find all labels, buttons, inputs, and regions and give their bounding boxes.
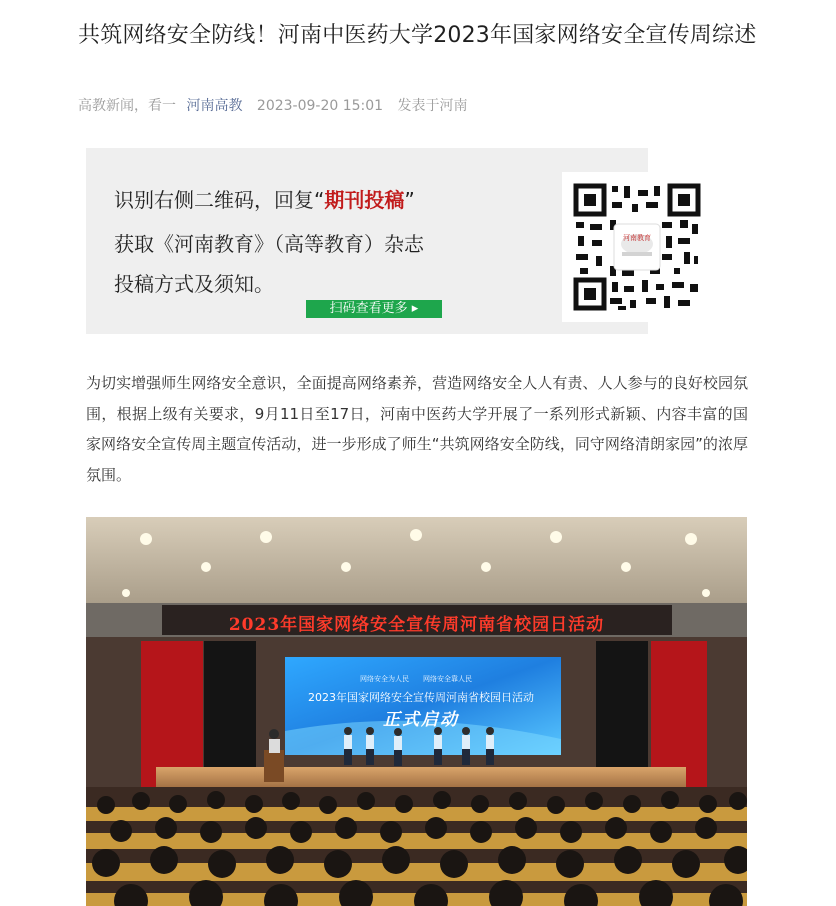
article-meta xyxy=(78,95,468,115)
screen-launch-text: 正式启动 xyxy=(383,710,459,730)
stage-banner-text: 2023年国家网络安全宣传周河南省校园日活动 xyxy=(228,615,605,635)
promo-line-2: 获取《河南教育》（高等教育）杂志 xyxy=(114,232,424,256)
screen-slogan: 网络安全为人民 网络安全靠人民 xyxy=(360,675,472,683)
promo-highlight: 期刊投稿 xyxy=(324,188,405,212)
qr-code-icon[interactable] xyxy=(562,172,712,322)
meta-source: 高教新闻，看一 xyxy=(78,98,176,114)
scan-more-button[interactable]: 扫码查看更多 ▸ xyxy=(306,300,442,318)
svg-text:河南教育: 河南教育 xyxy=(623,234,651,242)
promo-banner[interactable] xyxy=(86,148,651,334)
article-paragraph: 为切实增强师生网络安全意识，全面提高网络素养，营造网络安全人人有责、人人参与的良好校园氛围，根据上级有关要求，9月11日至17日，河南中医药大学开展了一系列形式新颖、内容丰富的国家网络安全宣传周主题宣传活动，进一步形成了师生“共筑网络安全防线，同守网络清朗家园”的浓厚氛围。 xyxy=(86,374,748,484)
event-photo xyxy=(86,517,747,906)
article-title: 共筑网络安全防线！河南中医药大学2023年国家网络安全宣传周综述 xyxy=(78,23,757,48)
screen-title: 2023年国家网络安全宣传周河南省校园日活动 xyxy=(308,691,534,704)
account-link[interactable]: 河南高教 xyxy=(186,98,243,114)
promo-line-1: 识别右侧二维码，回复“期刊投稿” xyxy=(114,188,415,212)
promo-line-3: 投稿方式及须知。 xyxy=(114,272,274,296)
publish-time: 2023-09-20 15:01 xyxy=(256,98,384,114)
publish-location: 发表于河南 xyxy=(397,98,468,114)
